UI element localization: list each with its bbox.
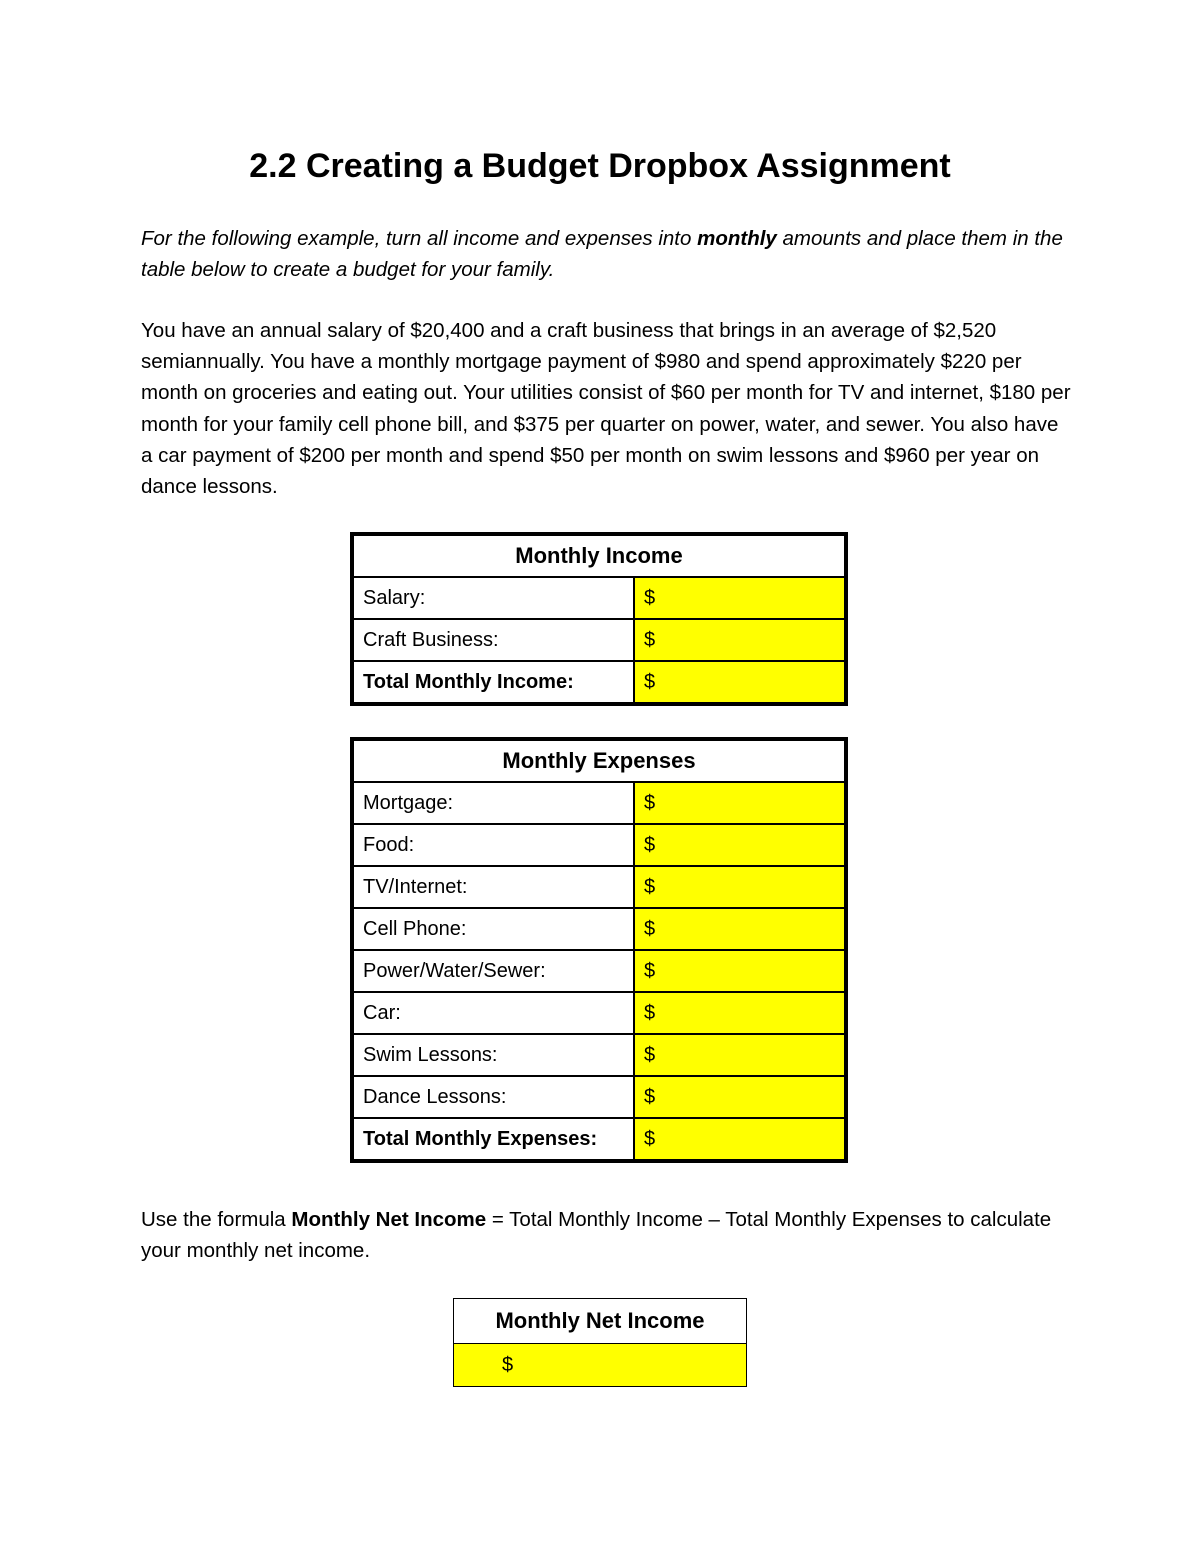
table-row xyxy=(353,1118,845,1160)
total-monthly-expenses-label: Total Monthly Expenses: xyxy=(353,1118,634,1160)
monthly-income-table xyxy=(352,534,846,704)
table-row xyxy=(353,824,845,866)
table-row xyxy=(353,619,845,661)
instructions-emphasis: monthly xyxy=(697,227,777,250)
total-monthly-expenses-input[interactable]: $ xyxy=(634,1118,845,1160)
dance-lessons-input[interactable]: $ xyxy=(634,1076,845,1118)
power-water-sewer-label: Power/Water/Sewer: xyxy=(353,950,634,992)
page-title: 2.2 Creating a Budget Dropbox Assignment xyxy=(249,147,951,185)
monthly-net-income-table xyxy=(453,1298,747,1387)
formula-text-start: Use the formula xyxy=(141,1208,292,1231)
car-input[interactable]: $ xyxy=(634,992,845,1034)
table-row xyxy=(353,661,845,703)
total-monthly-income-label: Total Monthly Income: xyxy=(353,661,634,703)
instructions-text-start: For the following example, turn all income and expenses into xyxy=(141,227,698,250)
mortgage-label: Mortgage: xyxy=(353,782,634,824)
craft-business-label: Craft Business: xyxy=(353,619,634,661)
food-input[interactable]: $ xyxy=(634,824,845,866)
total-monthly-income-input[interactable]: $ xyxy=(634,661,845,703)
salary-label: Salary: xyxy=(353,577,634,619)
monthly-net-income-input[interactable]: $ xyxy=(454,1344,747,1387)
table-row xyxy=(353,866,845,908)
instructions-text-end: amounts and place them in the table below to create a budget for your family. xyxy=(141,227,1063,281)
instructions-paragraph xyxy=(141,223,1071,285)
table-row xyxy=(353,992,845,1034)
power-water-sewer-input[interactable]: $ xyxy=(634,950,845,992)
table-row xyxy=(353,950,845,992)
tv-internet-label: TV/Internet: xyxy=(353,866,634,908)
tv-internet-input[interactable]: $ xyxy=(634,866,845,908)
car-label: Car: xyxy=(353,992,634,1034)
formula-paragraph xyxy=(141,1204,1071,1266)
scenario-paragraph: You have an annual salary of $20,400 and a craft business that brings in an average of $2,520 semiannually. You have a monthly mortgage payment of $980 and spend approximately $220 per month on groceries and eating out. Your utilities consist of $60 per month for TV and internet, $180 per month for your family cell phone bill, and $375 per quarter on power, water, and sewer. You also have a car payment of $200 per month and spend $50 per month on swim lessons and $960 per year on dance lessons. xyxy=(141,319,1071,499)
monthly-income-header: Monthly Income xyxy=(353,535,845,577)
cell-phone-input[interactable]: $ xyxy=(634,908,845,950)
formula-bold-term: Monthly Net Income xyxy=(291,1208,487,1231)
swim-lessons-input[interactable]: $ xyxy=(634,1034,845,1076)
table-row xyxy=(353,1076,845,1118)
formula-text-end: = Total Monthly Income – Total Monthly Expenses to calculate your monthly net income. xyxy=(141,1208,1052,1262)
table-row xyxy=(353,782,845,824)
food-label: Food: xyxy=(353,824,634,866)
monthly-expenses-table xyxy=(352,739,846,1161)
craft-business-input[interactable]: $ xyxy=(634,619,845,661)
table-row xyxy=(353,908,845,950)
monthly-net-income-header: Monthly Net Income xyxy=(454,1299,747,1344)
cell-phone-label: Cell Phone: xyxy=(353,908,634,950)
mortgage-input[interactable]: $ xyxy=(634,782,845,824)
table-row xyxy=(353,1034,845,1076)
swim-lessons-label: Swim Lessons: xyxy=(353,1034,634,1076)
table-row xyxy=(353,577,845,619)
monthly-expenses-header: Monthly Expenses xyxy=(353,740,845,782)
salary-input[interactable]: $ xyxy=(634,577,845,619)
dance-lessons-label: Dance Lessons: xyxy=(353,1076,634,1118)
